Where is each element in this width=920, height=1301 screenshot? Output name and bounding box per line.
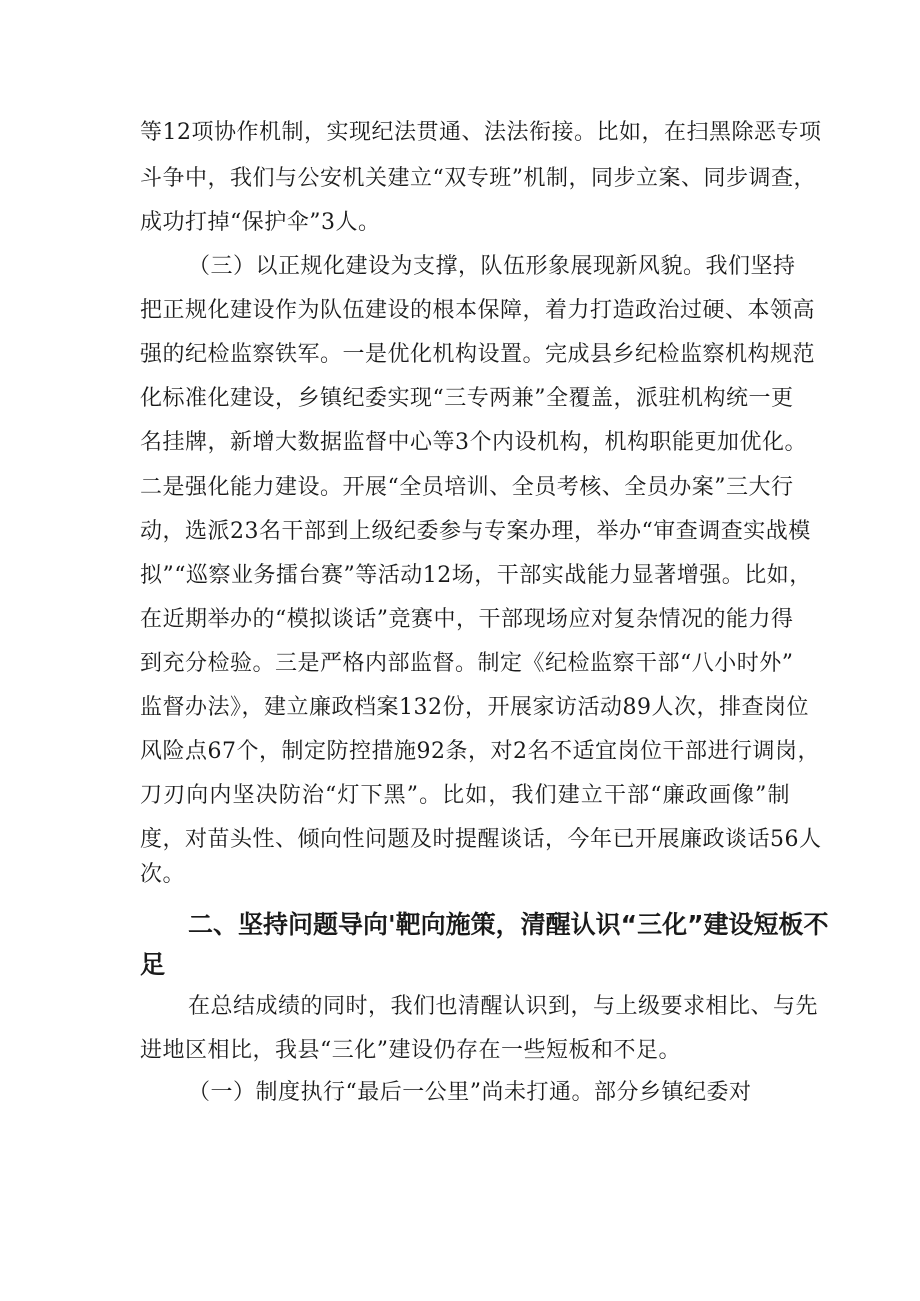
paragraph-line: 强的纪检监察铁军。一是优化机构设置。完成县乡纪检监察机构规范 <box>140 342 816 367</box>
section-heading: 二、坚持问题导向'靶向施策，清醒认识“三化”建设短板不 <box>188 910 829 939</box>
paragraph-line: 在近期举办的“模拟谈话”竞赛中，干部现场应对复杂情况的能力得 <box>140 607 794 632</box>
paragraph-line: 刀刃向内坚决防治“灯下黑”。比如，我们建立干部“廉政画像”制 <box>140 783 790 808</box>
paragraph-line: 风险点67个，制定防控措施92条，对2名不适宜岗位干部进行调岗， <box>140 739 820 764</box>
section-heading-continued: 足 <box>140 950 166 979</box>
paragraph-line: 等12项协作机制，实现纪法贯通、法法衔接。比如，在扫黑除恶专项 <box>140 120 822 145</box>
paragraph-line: 在总结成绩的同时，我们也清醒认识到，与上级要求相比、与先 <box>188 994 819 1019</box>
paragraph-line: 化标准化建设，乡镇纪委实现“三专两兼”全覆盖，派驻机构统一更 <box>140 386 794 411</box>
paragraph-line: 名挂牌，新增大数据监督中心等3个内设机构，机构职能更加优化。 <box>140 430 807 455</box>
paragraph-line: 把正规化建设作为队伍建设的根本保障，着力打造政治过硬、本领高 <box>140 298 816 323</box>
paragraph-line: 度，对苗头性、倾向性问题及时提醒谈话，今年已开展廉政谈话56人 <box>140 827 822 852</box>
paragraph-line: 到充分检验。三是严格内部监督。制定《纪检监察干部“八小时外” <box>140 651 794 676</box>
paragraph-line: 监督办法》，建立廉政档案132份，开展家访活动89人次，排查岗位 <box>140 695 809 720</box>
paragraph-line: 进地区相比，我县“三化”建设仍存在一些短板和不足。 <box>140 1038 681 1063</box>
paragraph-line: 斗争中，我们与公安机关建立“双专班”机制，同步立案、同步调查， <box>140 166 816 191</box>
paragraph-line: 拟”“巡察业务擂台赛”等活动12场，干部实战能力显著增强。比如， <box>140 563 812 588</box>
paragraph-line: （三）以正规化建设为支撑，队伍形象展现新风貌。我们坚持 <box>188 254 796 279</box>
paragraph-line: （一）制度执行“最后一公里”尚未打通。部分乡镇纪委对 <box>188 1080 752 1105</box>
paragraph-line: 动，选派23名干部到上级纪委参与专案办理，举办“审查调查实战模 <box>140 519 811 544</box>
paragraph-line: 二是强化能力建设。开展“全员培训、全员考核、全员办案”三大行 <box>140 475 794 500</box>
paragraph-line: 成功打掉“保护伞”3人。 <box>140 210 381 235</box>
paragraph-line: 次。 <box>140 862 186 887</box>
